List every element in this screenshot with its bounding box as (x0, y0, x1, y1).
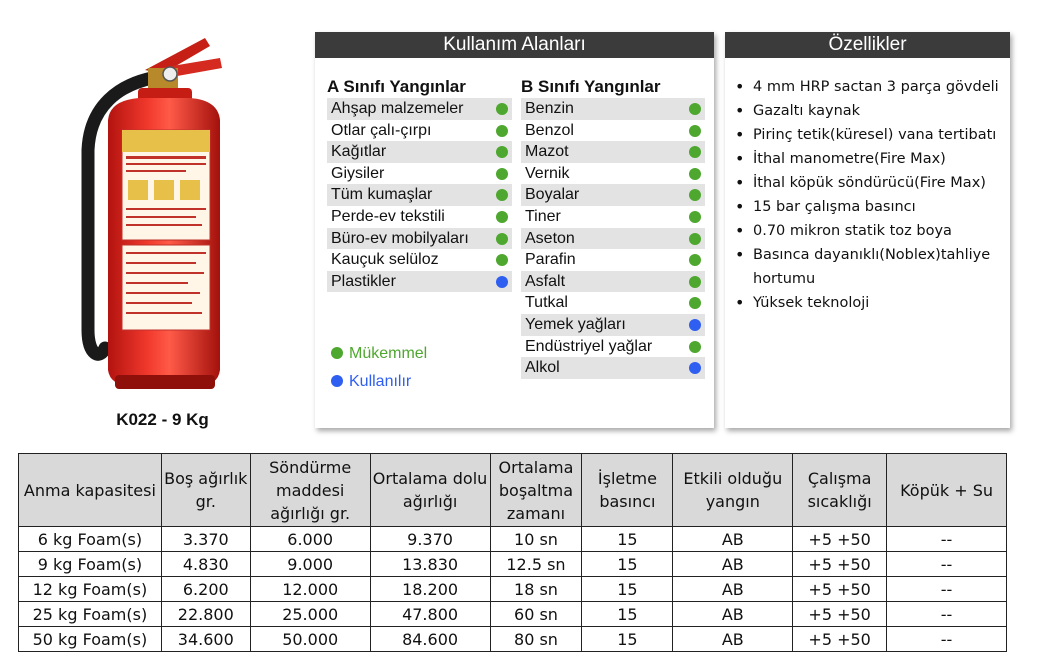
list-item (327, 249, 512, 271)
green-dot-icon (331, 347, 343, 359)
list-item-label: Aseton (525, 229, 575, 247)
table-cell: 15 (582, 627, 673, 652)
table-cell: 9.370 (370, 527, 490, 552)
list-item (521, 98, 705, 120)
table-cell: 34.600 (161, 627, 250, 652)
green-dot-icon (689, 189, 701, 201)
list-item (521, 271, 705, 293)
table-cell: AB (673, 527, 793, 552)
class-b-title: B Sınıfı Yangınlar (521, 77, 661, 96)
product-image (60, 30, 260, 400)
property-item: • İthal köpük söndürücü(Fire Max) (735, 171, 1007, 195)
list-item (327, 184, 512, 206)
green-dot-icon (496, 125, 508, 137)
property-item: • 0.70 mikron statik toz boya (735, 219, 1007, 243)
spec-table (18, 453, 1007, 652)
table-row (19, 602, 1007, 627)
table-cell: -- (887, 577, 1007, 602)
table-cell: 4.830 (161, 552, 250, 577)
product-caption: K022 - 9 Kg (116, 410, 209, 429)
list-item-label: Asfalt (525, 272, 566, 290)
list-item-label: Tüm kumaşlar (331, 186, 433, 204)
property-item: • Basınca dayanıklı(Noblex)tahliye hortumu (735, 243, 1007, 291)
table-cell: +5 +50 (793, 602, 887, 627)
properties-panel-title: Özellikler (725, 32, 1010, 58)
spec-table-body (19, 527, 1007, 652)
list-item (327, 271, 512, 293)
list-item (521, 249, 705, 271)
class-b-list (521, 98, 705, 379)
table-cell: +5 +50 (793, 627, 887, 652)
list-item-label: Tutkal (525, 294, 568, 312)
table-cell: 84.600 (370, 627, 490, 652)
list-item-label: Mazot (525, 143, 569, 161)
property-item: • Pirinç tetik(küresel) vana tertibatı (735, 123, 1007, 147)
column-header: Boş ağırlık gr. (161, 454, 250, 527)
table-cell: 22.800 (161, 602, 250, 627)
list-item (327, 163, 512, 185)
list-item (521, 228, 705, 250)
list-item (521, 314, 705, 336)
table-cell: 25.000 (250, 602, 370, 627)
green-dot-icon (689, 211, 701, 223)
blue-dot-icon (331, 375, 343, 387)
column-header: Ortalama boşaltma zamanı (490, 454, 582, 527)
table-cell: +5 +50 (793, 527, 887, 552)
column-header: Anma kapasitesi (19, 454, 162, 527)
property-item: • İthal manometre(Fire Max) (735, 147, 1007, 171)
table-cell: AB (673, 627, 793, 652)
list-item (521, 357, 705, 379)
green-dot-icon (496, 146, 508, 158)
table-row (19, 552, 1007, 577)
list-item-label: Plastikler (331, 272, 396, 290)
list-item-label: Boyalar (525, 186, 580, 204)
table-cell: 60 sn (490, 602, 582, 627)
list-item (521, 141, 705, 163)
list-item-label: Alkol (525, 359, 560, 377)
table-cell: 50.000 (250, 627, 370, 652)
list-item (327, 98, 512, 120)
green-dot-icon (689, 341, 701, 353)
list-item (521, 184, 705, 206)
list-item-label: Otlar çalı-çırpı (331, 121, 432, 139)
table-cell: 12.000 (250, 577, 370, 602)
green-dot-icon (689, 146, 701, 158)
green-dot-icon (689, 103, 701, 115)
table-cell: +5 +50 (793, 552, 887, 577)
list-item (521, 120, 705, 142)
class-b-column (521, 77, 705, 379)
class-a-title: A Sınıfı Yangınlar (327, 77, 466, 96)
list-item-label: Büro-ev mobilyaları (331, 229, 469, 247)
list-item (521, 292, 705, 314)
green-dot-icon (496, 233, 508, 245)
table-row (19, 527, 1007, 552)
green-dot-icon (496, 168, 508, 180)
blue-dot-icon (496, 276, 508, 288)
green-dot-icon (689, 233, 701, 245)
list-item-label: Tiner (525, 207, 561, 225)
legend-usable (331, 373, 481, 391)
table-cell: -- (887, 552, 1007, 577)
table-cell: AB (673, 577, 793, 602)
fire-extinguisher-icon (60, 30, 260, 400)
list-item (521, 206, 705, 228)
list-item (327, 120, 512, 142)
green-dot-icon (689, 168, 701, 180)
legend-excellent-label: Mükemmel (349, 345, 428, 362)
legend-usable-label: Kullanılır (349, 373, 412, 390)
properties-panel (725, 32, 1010, 428)
table-cell: 6.200 (161, 577, 250, 602)
column-header: Etkili olduğu yangın (673, 454, 793, 527)
green-dot-icon (496, 103, 508, 115)
table-cell: 6.000 (250, 527, 370, 552)
list-item-label: Kauçuk selüloz (331, 251, 439, 269)
spec-table-header (19, 454, 1007, 527)
list-item-label: Vernik (525, 164, 570, 182)
table-cell: -- (887, 627, 1007, 652)
table-cell: 80 sn (490, 627, 582, 652)
table-cell: 6 kg Foam(s) (19, 527, 162, 552)
column-header: Köpük + Su (887, 454, 1007, 527)
table-cell: 3.370 (161, 527, 250, 552)
table-cell: 15 (582, 552, 673, 577)
column-header: İşletme basıncı (582, 454, 673, 527)
list-item (521, 336, 705, 358)
table-cell: 15 (582, 527, 673, 552)
list-item-label: Benzol (525, 121, 574, 139)
table-cell: -- (887, 527, 1007, 552)
table-cell: AB (673, 552, 793, 577)
table-cell: 12 kg Foam(s) (19, 577, 162, 602)
property-item: • Yüksek teknoloji (735, 291, 1007, 315)
table-cell: +5 +50 (793, 577, 887, 602)
table-cell: 9.000 (250, 552, 370, 577)
table-cell: 10 sn (490, 527, 582, 552)
class-a-column (327, 77, 512, 292)
list-item (327, 141, 512, 163)
list-item-label: Benzin (525, 100, 574, 117)
table-row (19, 627, 1007, 652)
blue-dot-icon (689, 362, 701, 374)
table-cell: 12.5 sn (490, 552, 582, 577)
table-cell: 50 kg Foam(s) (19, 627, 162, 652)
class-a-list (327, 98, 512, 292)
usage-panel-title: Kullanım Alanları (315, 32, 714, 58)
green-dot-icon (689, 254, 701, 266)
list-item-label: Kağıtlar (331, 143, 387, 161)
blue-dot-icon (689, 319, 701, 331)
column-header: Söndürme maddesi ağırlığı gr. (250, 454, 370, 527)
table-cell: 47.800 (370, 602, 490, 627)
table-cell: 18.200 (370, 577, 490, 602)
list-item (327, 228, 512, 250)
table-cell: 18 sn (490, 577, 582, 602)
list-item (327, 206, 512, 228)
green-dot-icon (496, 254, 508, 266)
property-item: • 15 bar çalışma basıncı (735, 195, 1007, 219)
green-dot-icon (689, 297, 701, 309)
green-dot-icon (689, 125, 701, 137)
property-item: • 4 mm HRP sactan 3 parça gövdeli (735, 75, 1007, 99)
list-item-label: Giysiler (331, 164, 385, 182)
table-cell: -- (887, 602, 1007, 627)
table-row (19, 577, 1007, 602)
list-item-label: Parafin (525, 251, 576, 269)
green-dot-icon (496, 189, 508, 201)
table-cell: 13.830 (370, 552, 490, 577)
column-header: Çalışma sıcaklığı (793, 454, 887, 527)
table-cell: AB (673, 602, 793, 627)
property-item: • Gazaltı kaynak (735, 99, 1007, 123)
properties-list (735, 75, 1007, 315)
green-dot-icon (689, 276, 701, 288)
list-item-label: Yemek yağları (525, 315, 626, 333)
usage-panel (315, 32, 714, 428)
legend-excellent (331, 345, 481, 363)
table-cell: 15 (582, 577, 673, 602)
list-item-label: Ahşap malzemeler (331, 100, 464, 117)
list-item-label: Perde-ev tekstili (331, 207, 445, 225)
list-item-label: Endüstriyel yağlar (525, 337, 653, 355)
column-header: Ortalama dolu ağırlığı (370, 454, 490, 527)
table-cell: 25 kg Foam(s) (19, 602, 162, 627)
table-cell: 15 (582, 602, 673, 627)
table-cell: 9 kg Foam(s) (19, 552, 162, 577)
green-dot-icon (496, 211, 508, 223)
list-item (521, 163, 705, 185)
